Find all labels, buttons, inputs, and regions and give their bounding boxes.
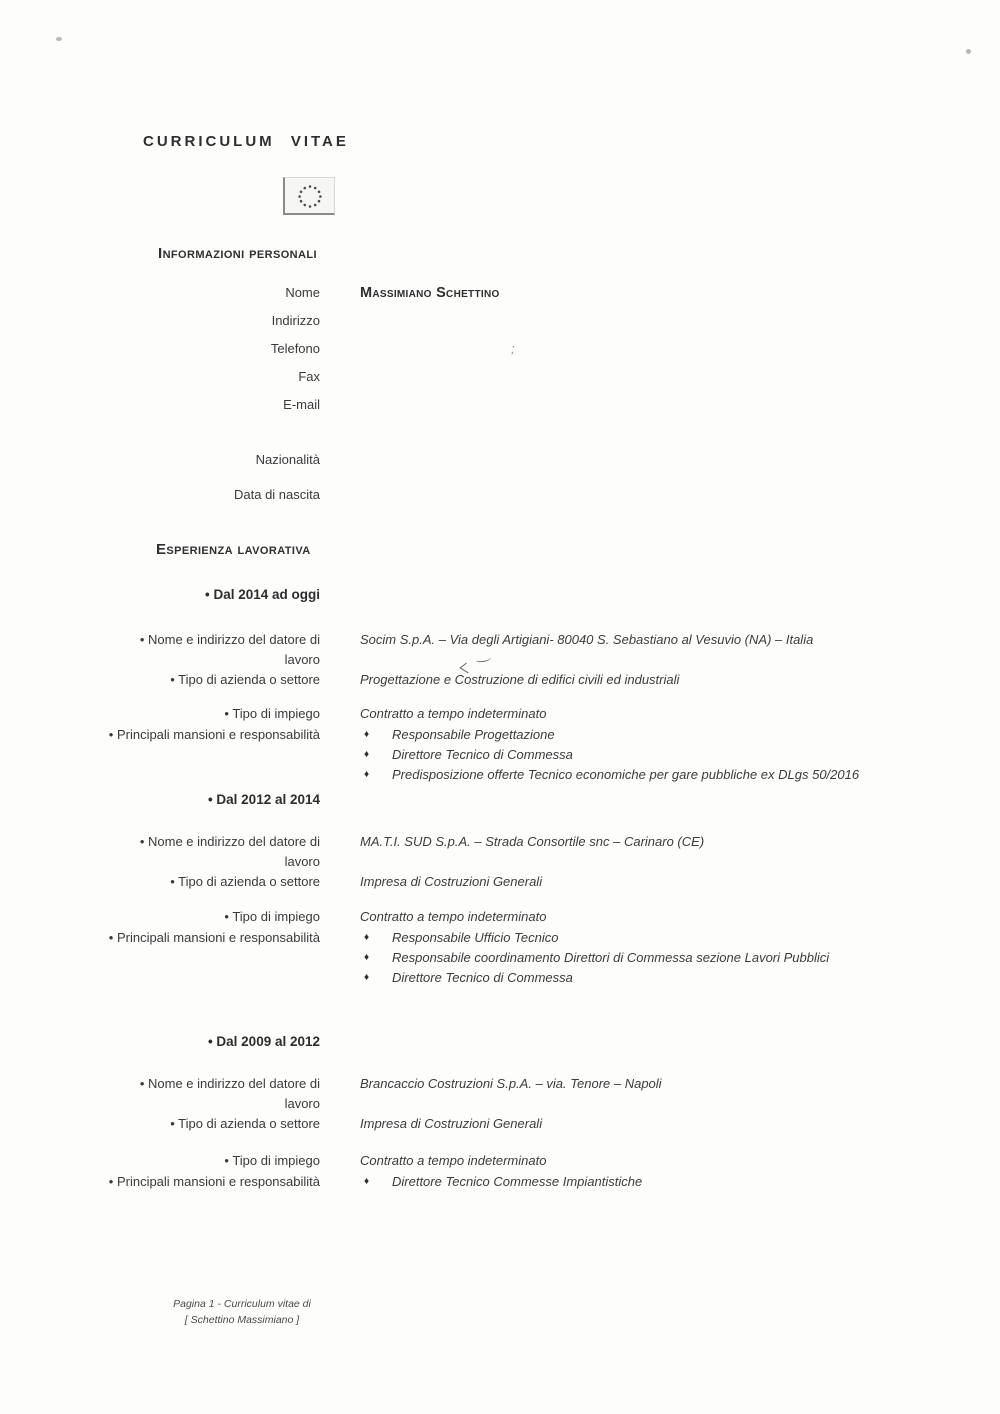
employment-label: • Tipo di impiego bbox=[224, 1153, 320, 1168]
employment-label: • Tipo di impiego bbox=[224, 909, 320, 924]
diamond-bullet-icon: ♦ bbox=[364, 1176, 370, 1187]
field-row-indirizzo bbox=[0, 307, 1000, 335]
job2-employment-row bbox=[0, 906, 1000, 928]
job1-period-row bbox=[0, 581, 1000, 609]
job3-employer-row bbox=[0, 1070, 1000, 1110]
job1-duties-row bbox=[0, 725, 1000, 785]
duty-item: ♦ Direttore Tecnico Commesse Impiantistiche bbox=[360, 1172, 1000, 1192]
footer-line1: Pagina 1 - Curriculum vitae di bbox=[173, 1298, 311, 1310]
sector-label: • Tipo di azienda o settore bbox=[170, 1116, 320, 1131]
job2-duties-row bbox=[0, 928, 1000, 988]
field-row-nome bbox=[0, 279, 1000, 307]
field-label-nome: Nome bbox=[285, 285, 320, 300]
field-value-nome: Massimiano Schettino bbox=[360, 285, 500, 301]
job2-period: • Dal 2012 al 2014 bbox=[207, 792, 320, 807]
duty-item: ♦ Responsabile coordinamento Direttori di Commessa sezione Lavori Pubblici bbox=[360, 948, 1000, 968]
job1-employment: Contratto a tempo indeterminato bbox=[360, 706, 547, 721]
field-label-nazionalita: Nazionalità bbox=[255, 452, 320, 467]
scan-artifact bbox=[56, 37, 62, 41]
job3-duties-row bbox=[0, 1172, 1000, 1192]
section-title-work-experience: Esperienza lavorativa bbox=[156, 541, 311, 558]
field-row-nazionalita bbox=[0, 446, 1000, 474]
diamond-bullet-icon: ♦ bbox=[364, 932, 370, 943]
eu-flag-icon bbox=[283, 177, 335, 215]
duty-item: ♦ Direttore Tecnico di Commessa bbox=[360, 968, 1000, 988]
job2-employer: MA.T.I. SUD S.p.A. – Strada Consortile snc – Carinaro (CE) bbox=[360, 834, 705, 849]
job2-period-row bbox=[0, 786, 1000, 814]
field-label-email: E-mail bbox=[283, 397, 320, 412]
job3-employer: Brancaccio Costruzioni S.p.A. – via. Tenore – Napoli bbox=[360, 1076, 662, 1091]
field-row-telefono bbox=[0, 335, 1000, 363]
job2-employer-row bbox=[0, 828, 1000, 868]
duty-item: ♦ Responsabile Progettazione bbox=[360, 725, 1000, 745]
field-label-fax: Fax bbox=[298, 369, 320, 384]
personal-info-rows bbox=[0, 279, 1000, 509]
job1-duties-list bbox=[360, 725, 1000, 785]
diamond-bullet-icon: ♦ bbox=[364, 952, 370, 963]
page-footer bbox=[166, 1296, 318, 1328]
job1-employment-row bbox=[0, 703, 1000, 725]
job1-period: • Dal 2014 ad oggi bbox=[204, 587, 320, 602]
diamond-bullet-icon: ♦ bbox=[364, 972, 370, 983]
diamond-bullet-icon: ♦ bbox=[364, 729, 370, 740]
footer-line2: [ Schettino Massimiano ] bbox=[184, 1314, 300, 1326]
job3-employment: Contratto a tempo indeterminato bbox=[360, 1153, 547, 1168]
job1-sector-row bbox=[0, 666, 1000, 694]
job3-period-row bbox=[0, 1028, 1000, 1056]
employment-label: • Tipo di impiego bbox=[224, 706, 320, 721]
field-row-data-di-nascita bbox=[0, 481, 1000, 509]
employer-label: • Nome e indirizzo del datore di lavoro bbox=[139, 834, 320, 869]
field-row-fax bbox=[0, 363, 1000, 391]
section-title-personal-info: Informazioni personali bbox=[158, 245, 317, 262]
duties-label: • Principali mansioni e responsabilità bbox=[108, 1174, 320, 1189]
job3-sector-row bbox=[0, 1110, 1000, 1138]
scan-artifact bbox=[966, 49, 971, 54]
field-label-data-di-nascita: Data di nascita bbox=[234, 487, 320, 502]
employer-label: • Nome e indirizzo del datore di lavoro bbox=[139, 1076, 320, 1111]
duties-label: • Principali mansioni e responsabilità bbox=[108, 727, 320, 742]
job1-employer-row bbox=[0, 626, 1000, 666]
field-row-email bbox=[0, 391, 1000, 419]
work-experience-rows bbox=[0, 581, 1000, 1192]
job2-sector: Impresa di Costruzioni Generali bbox=[360, 874, 543, 889]
scan-artifact: ; bbox=[511, 341, 515, 356]
diamond-bullet-icon: ♦ bbox=[364, 749, 370, 760]
employer-label: • Nome e indirizzo del datore di lavoro bbox=[139, 632, 320, 667]
job2-duties-list bbox=[360, 928, 1000, 988]
duties-label: • Principali mansioni e responsabilità bbox=[108, 930, 320, 945]
field-label-telefono: Telefono bbox=[270, 341, 320, 356]
duty-item: ♦ Predisposizione offerte Tecnico economiche per gare pubbliche ex DLgs 50/2016 bbox=[360, 765, 1000, 785]
field-label-indirizzo: Indirizzo bbox=[271, 313, 320, 328]
page-title: CURRICULUM VITAE bbox=[143, 133, 349, 150]
job3-employment-row bbox=[0, 1150, 1000, 1172]
sector-label: • Tipo di azienda o settore bbox=[170, 874, 320, 889]
eu-stars-icon bbox=[292, 181, 328, 211]
diamond-bullet-icon: ♦ bbox=[364, 769, 370, 780]
job3-sector: Impresa di Costruzioni Generali bbox=[360, 1116, 543, 1131]
job1-sector: Progettazione e Costruzione di edifici civili ed industriali bbox=[360, 672, 680, 687]
job3-period: • Dal 2009 al 2012 bbox=[207, 1034, 320, 1049]
duty-item: ♦ Direttore Tecnico di Commessa bbox=[360, 745, 1000, 765]
job2-employment: Contratto a tempo indeterminato bbox=[360, 909, 547, 924]
sector-label: • Tipo di azienda o settore bbox=[170, 672, 320, 687]
duty-item: ♦ Responsabile Ufficio Tecnico bbox=[360, 928, 1000, 948]
job3-duties-list bbox=[360, 1172, 1000, 1192]
job2-sector-row bbox=[0, 868, 1000, 896]
job1-employer: Socim S.p.A. – Via degli Artigiani- 80040 S. Sebastiano al Vesuvio (NA) – Italia bbox=[360, 632, 814, 647]
